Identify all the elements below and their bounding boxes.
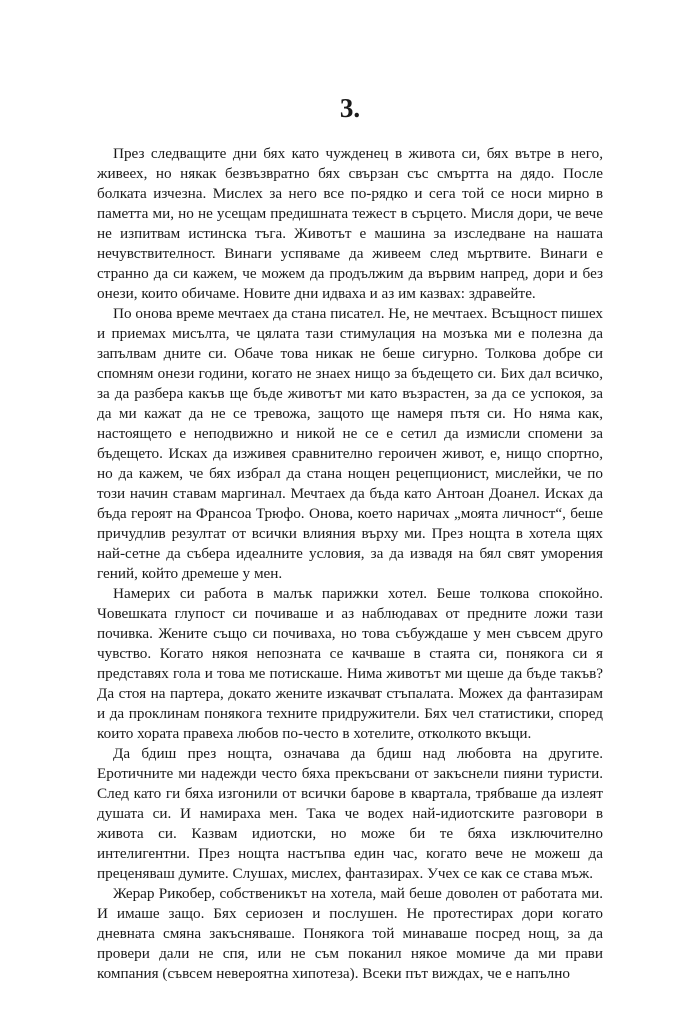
paragraph: Намерих си работа в малък парижки хотел. Беше толкова спокойно. Човешката глупост си почиваше и аз наблюдавах от предните ложи тази почивка. Жените също си почиваха, но това събуждаше у мен съвсем друго чувство. Когато някоя непозната се качваше в стаята си, понякога си я представях гола и това ме потискаше. Нима животът ми щеше да бъде такъв? Да стоя на партера, докато жените изкачват стъпалата. Можех да фантазирам и да проклинам понякога техните придружители. Бях чел статистики, според които хората правеха любов по-често в хотелите, отколкото вкъщи. [97, 585, 603, 742]
chapter-number: 3. [339, 93, 361, 123]
paragraph: Жерар Рикобер, собственикът на хотела, май беше доволен от работата ми. И имаше защо. Бях сериозен и послушен. Не протестирах дори когато дневната смяна закъсняваше. Понякога той минаваше посред нощ, за да провери дали не спя, или не съм поканил някое момиче да ми прави компания (съвсем невероятна хипотеза). Всеки път виждах, че е напълно [97, 885, 603, 982]
paragraph: Да бдиш през нощта, означава да бдиш над любовта на другите. Еротичните ми надежди често бяха прекъсвани от закъснели пияни туристи. След като ги бяха изгонили от всички барове в квартала, трябваше да излеят душата си. И намираха мен. Така че водех най-идиотските разговори в живота си. Казвам идиотски, но може би те бяха изключително интелигентни. През нощта настъпва един час, когато вече не можеш да преценяваш думите. Слушах, мислех, фантазирах. Учех се как се става мъж. [97, 745, 603, 882]
paragraph: По онова време мечтаех да стана писател. Не, не мечтаех. Всъщност пишех и приемах мисълта, че цялата тази стимулация на мозъка ми е полезна да запълвам дните си. Обаче това никак не беше сигурно. Толкова добре си спомням онези години, когато не знаех нищо за бъдещето си. Бих дал всичко, за да разбера какъв ще бъде животът ми като възрастен, за да се успокоя, за да ми кажат да не се тревожа, защото ще намеря пътя си. Но няма как, настоящето е неподвижно и никой не се е сетил да измисли спомени за бъдещето. Исках да изживея сравнително героичен живот, е, нищо спортно, но да кажем, че бях избрал да стана нощен рецепционист, мислейки, че по този начин ставам маргинал. Мечтаех да бъда като Антоан Доанел. Исках да бъда героят на Франсоа Трюфо. Онова, което наричах „моята личност“, беше причудлив резултат от всички влияния върху ми. През нощта в хотела щях най-сетне да събера идеалните условия, за да извадя на бял свят уморения гений, който дремеше у мен. [97, 305, 603, 582]
paragraph: През следващите дни бях като чужденец в живота си, бях вътре в него, живеех, но някак безвъзвратно бях свързан със смъртта на дядо. После болката изчезна. Мислех за него все по-рядко и сега той се носи мирно в паметта ми, но не усещам предишната тежест в сърцето. Мисля дори, че вече не изпитвам истинска тъга. Животът е машина за изследване на нашата нечувствителност. Винаги успяваме да живеем след мъртвите. Винаги е странно да си кажем, че можем да продължим да вървим напред, дори и без онези, които обичаме. Новите дни идваха и аз им казвах: здравейте. [97, 145, 603, 302]
chapter-body [97, 144, 603, 984]
